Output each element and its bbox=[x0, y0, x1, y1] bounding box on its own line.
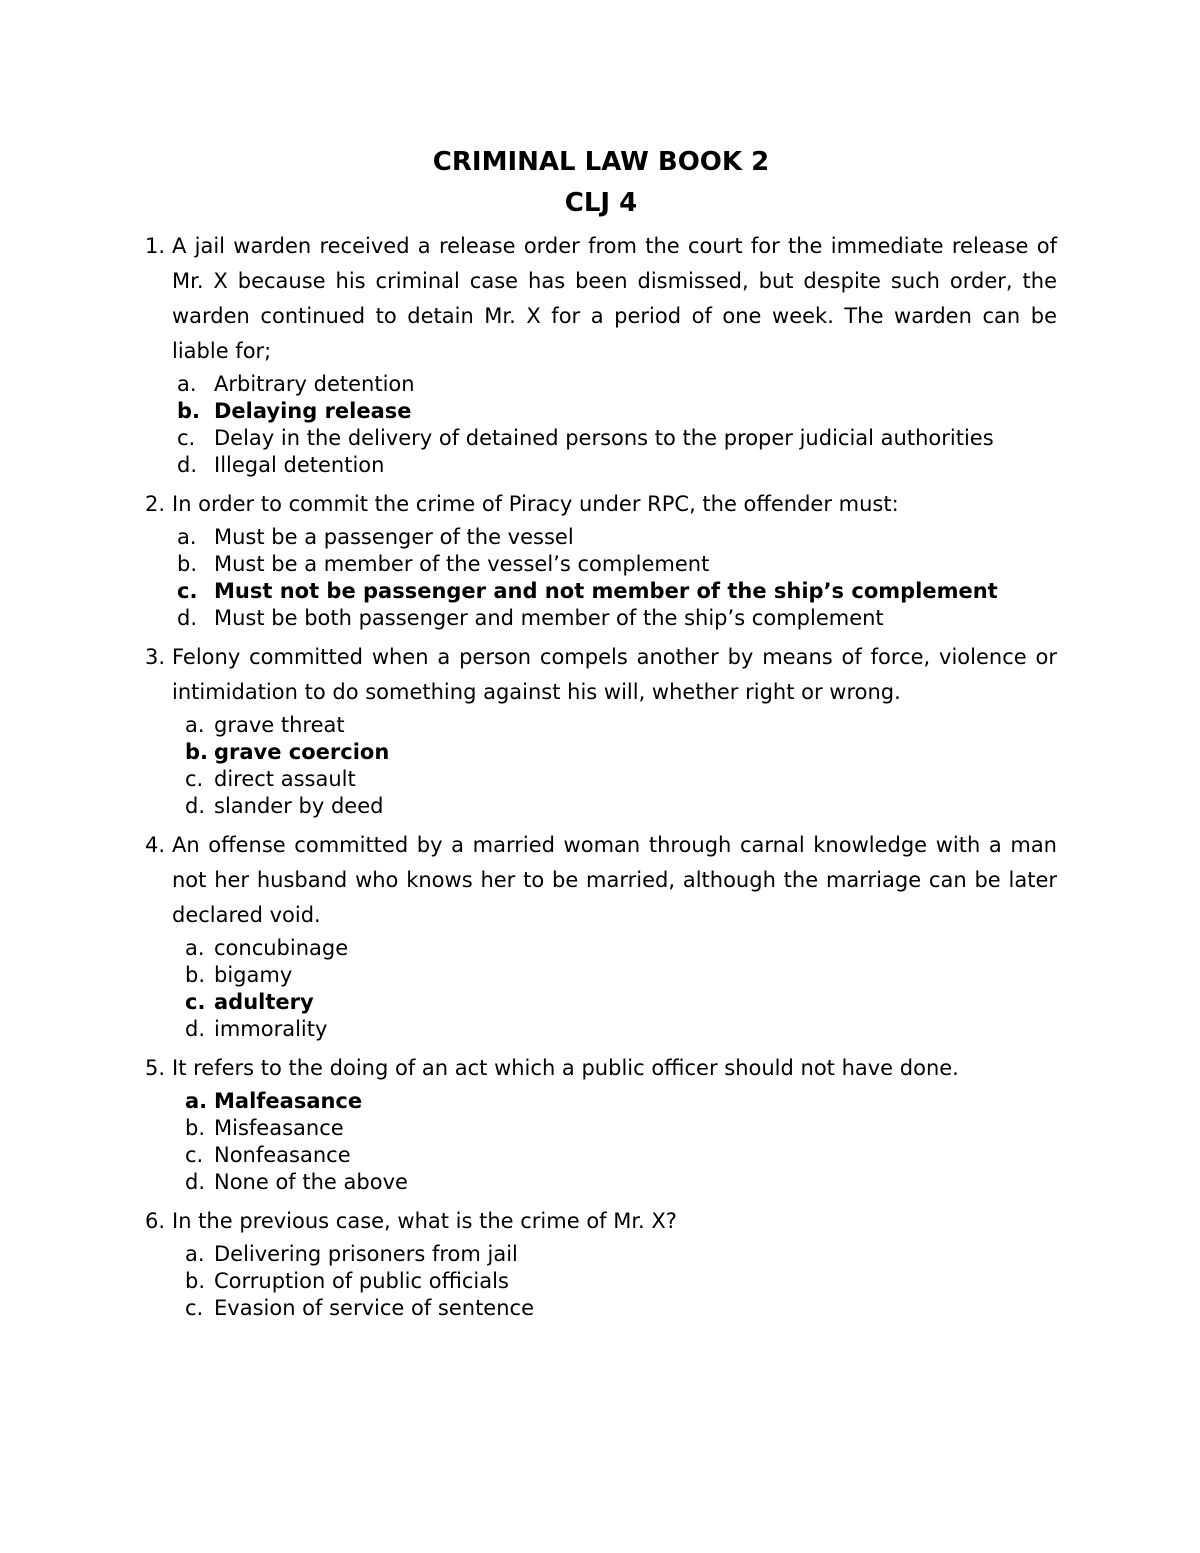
option-row bbox=[185, 962, 1057, 989]
question-text: In the previous case, what is the crime of Mr. X? bbox=[172, 1209, 677, 1233]
option-letter: d. bbox=[185, 794, 206, 818]
option-row bbox=[185, 1268, 1057, 1295]
option-row bbox=[185, 766, 1057, 793]
option-text: Arbitrary detention bbox=[214, 372, 415, 396]
options-list bbox=[185, 1241, 1057, 1322]
option-text: Delay in the delivery of detained persons to the proper judicial authorities bbox=[214, 426, 994, 450]
question-text: It refers to the doing of an act which a public officer should not have done. bbox=[172, 1056, 959, 1080]
option-row bbox=[185, 712, 1057, 739]
option-text: Must be a passenger of the vessel bbox=[214, 525, 574, 549]
option-row bbox=[185, 793, 1057, 820]
option-letter: c. bbox=[185, 1296, 204, 1320]
options-list bbox=[177, 371, 1057, 479]
question-block-3 bbox=[145, 640, 1057, 820]
option-text: Corruption of public officials bbox=[214, 1269, 509, 1293]
option-letter: b. bbox=[177, 399, 201, 423]
option-row bbox=[185, 1241, 1057, 1268]
option-letter: a. bbox=[185, 1242, 205, 1266]
option-row bbox=[177, 371, 1057, 398]
option-row bbox=[185, 1016, 1057, 1043]
page-title: CRIMINAL LAW BOOK 2 bbox=[432, 147, 770, 177]
option-text: direct assault bbox=[214, 767, 356, 791]
page-subtitle: CLJ 4 bbox=[564, 188, 638, 218]
option-row-correct bbox=[177, 398, 1057, 425]
question-list bbox=[145, 229, 1057, 1322]
option-text: bigamy bbox=[214, 963, 293, 987]
option-letter: a. bbox=[185, 936, 205, 960]
option-text: grave threat bbox=[214, 713, 345, 737]
option-row bbox=[185, 935, 1057, 962]
option-text: Nonfeasance bbox=[214, 1143, 351, 1167]
option-text: Misfeasance bbox=[214, 1116, 344, 1140]
option-letter: a. bbox=[185, 1089, 208, 1113]
option-row bbox=[177, 551, 1057, 578]
option-text: concubinage bbox=[214, 936, 349, 960]
option-letter: d. bbox=[177, 453, 198, 477]
option-letter: a. bbox=[185, 713, 205, 737]
question-text: In order to commit the crime of Piracy under RPC, the offender must: bbox=[172, 492, 899, 516]
option-text: Must not be passenger and not member of the ship’s complement bbox=[214, 579, 998, 603]
option-letter: a. bbox=[177, 525, 197, 549]
option-text: Delaying release bbox=[214, 399, 412, 423]
option-text: Delivering prisoners from jail bbox=[214, 1242, 518, 1266]
option-letter: d. bbox=[177, 606, 198, 630]
question-number: 6. bbox=[145, 1209, 166, 1233]
option-letter: b. bbox=[185, 1269, 206, 1293]
option-row-correct bbox=[177, 578, 1057, 605]
options-list bbox=[185, 1088, 1057, 1196]
option-row bbox=[185, 1169, 1057, 1196]
question-text: Felony committed when a person compels another by means of force, violence or intimidation to do something against his will, whether right or wrong. bbox=[172, 645, 1057, 704]
option-letter: b. bbox=[185, 740, 209, 764]
option-letter: b. bbox=[177, 552, 198, 576]
option-letter: d. bbox=[185, 1170, 206, 1194]
question-block-2 bbox=[145, 487, 1057, 632]
option-letter: c. bbox=[185, 1143, 204, 1167]
option-letter: d. bbox=[185, 1017, 206, 1041]
option-letter: c. bbox=[185, 767, 204, 791]
option-row bbox=[185, 1142, 1057, 1169]
option-text: Illegal detention bbox=[214, 453, 385, 477]
question-block-5 bbox=[145, 1051, 1057, 1196]
option-row bbox=[177, 425, 1057, 452]
option-text: immorality bbox=[214, 1017, 328, 1041]
question-number: 3. bbox=[145, 645, 166, 669]
question-number: 4. bbox=[145, 833, 166, 857]
option-letter: c. bbox=[185, 990, 206, 1014]
option-row bbox=[177, 605, 1057, 632]
question-number: 2. bbox=[145, 492, 166, 516]
question-text: An offense committed by a married woman through carnal knowledge with a man not her husband who knows her to be married, although the marriage can be later declared void. bbox=[172, 833, 1057, 927]
option-text: Malfeasance bbox=[214, 1089, 363, 1113]
option-letter: b. bbox=[185, 963, 206, 987]
option-text: slander by deed bbox=[214, 794, 384, 818]
options-list bbox=[185, 712, 1057, 820]
option-text: Must be a member of the vessel’s complement bbox=[214, 552, 710, 576]
option-row bbox=[185, 1295, 1057, 1322]
question-text: A jail warden received a release order from the court for the immediate release of Mr. X because his criminal case has been dismissed, but despite such order, the warden continued to detain Mr. X for a period of one week. The warden can be liable for; bbox=[172, 234, 1057, 363]
option-text: Evasion of service of sentence bbox=[214, 1296, 535, 1320]
option-row-correct bbox=[185, 989, 1057, 1016]
option-row-correct bbox=[185, 739, 1057, 766]
option-text: adultery bbox=[214, 990, 314, 1014]
option-letter: c. bbox=[177, 426, 196, 450]
option-row bbox=[185, 1115, 1057, 1142]
question-block-6 bbox=[145, 1204, 1057, 1322]
option-letter: c. bbox=[177, 579, 198, 603]
option-letter: b. bbox=[185, 1116, 206, 1140]
option-row bbox=[177, 524, 1057, 551]
option-row-correct bbox=[185, 1088, 1057, 1115]
option-text: Must be both passenger and member of the ship’s complement bbox=[214, 606, 884, 630]
question-block-1 bbox=[145, 229, 1057, 479]
option-letter: a. bbox=[177, 372, 197, 396]
option-text: grave coercion bbox=[214, 740, 390, 764]
question-block-4 bbox=[145, 828, 1057, 1043]
option-text: None of the above bbox=[214, 1170, 408, 1194]
option-row bbox=[177, 452, 1057, 479]
options-list bbox=[177, 524, 1057, 632]
question-number: 1. bbox=[145, 234, 166, 258]
options-list bbox=[185, 935, 1057, 1043]
question-number: 5. bbox=[145, 1056, 166, 1080]
